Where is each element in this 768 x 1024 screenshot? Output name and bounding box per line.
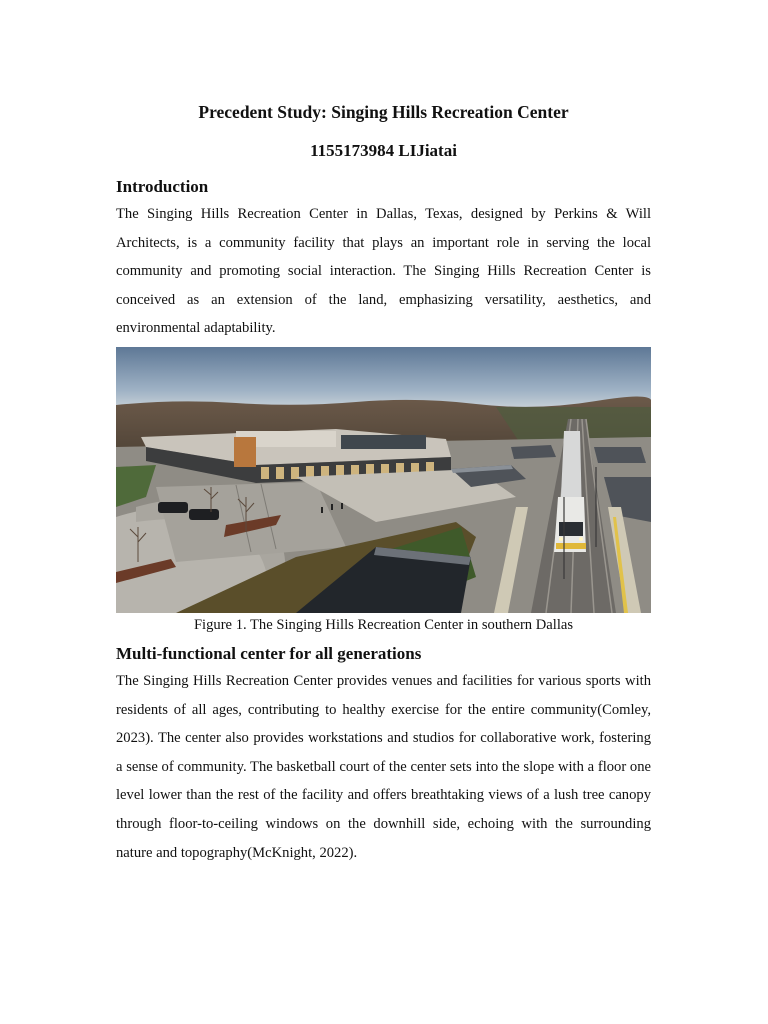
figure-photo-aerial-view <box>116 347 651 613</box>
document-author: 1155173984 LIJiatai <box>310 141 457 160</box>
section-heading-multi-functional: Multi-functional center for all generations <box>116 643 422 663</box>
multi-functional-paragraph: The Singing Hills Recreation Center provides venues and facilities for various sports with residents of all ages, contributing to healthy exercise for the entire community(Comley, 2023). The center also provides workstations and studios for collaborative work, fostering a sense of community. The basketball court of the center sets into the slope with a floor one level lower than the rest of the facility and offers breathtaking views of a lush tree canopy through floor-to-ceiling windows on the downhill side, echoing with the surrounding nature and topography(McKnight, 2022). <box>116 672 651 861</box>
document-page <box>116 100 651 867</box>
section-heading-introduction: Introduction <box>116 177 209 196</box>
figure-caption: Figure 1. The Singing Hills Recreation Center in southern Dallas <box>193 616 574 633</box>
document-title: Precedent Study: Singing Hills Recreation Center <box>198 102 569 122</box>
introduction-paragraph: The Singing Hills Recreation Center in Dallas, Texas, designed by Perkins & Will Architects, is a community facility that plays an important role in serving the local community and promoting social interaction. The Singing Hills Recreation Center is conceived as an extension of the land, emphasizing versatility, aesthetics, and environmental adaptability. <box>116 206 651 337</box>
